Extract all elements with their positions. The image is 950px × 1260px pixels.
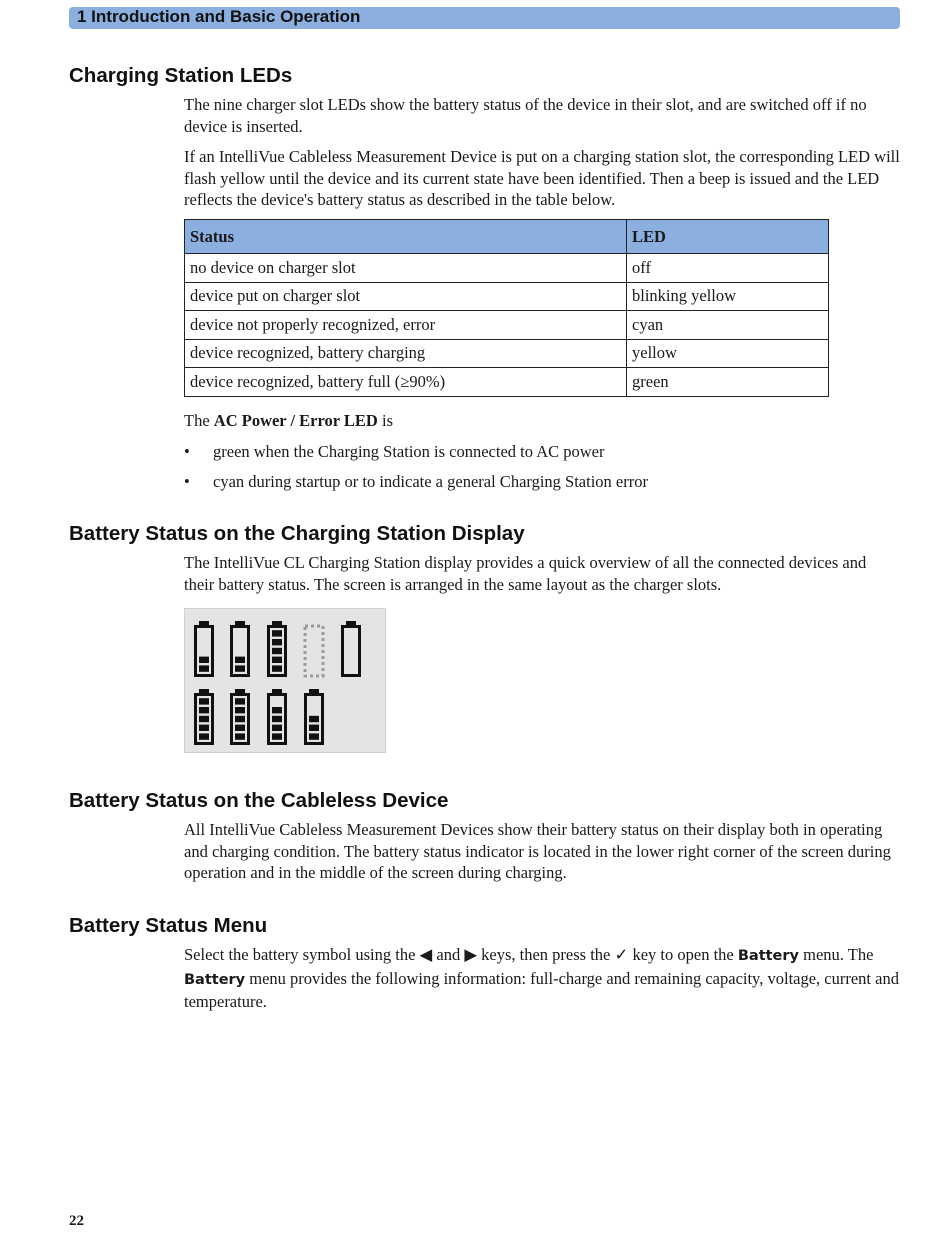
battery-level-segment xyxy=(272,639,282,645)
right-arrow-key-icon: ▶ xyxy=(464,945,478,964)
battery-icon xyxy=(343,621,360,676)
ac-intro-suffix: is xyxy=(377,411,393,430)
heading-battery-status-menu: Battery Status Menu xyxy=(69,914,268,937)
battery-level-segment xyxy=(235,698,245,704)
chapter-header-bar xyxy=(69,7,900,29)
battery-level-segment xyxy=(235,657,245,663)
leds-paragraph-1: The nine charger slot LEDs show the battery status of the device in their slot, and are switched off if no device is inserted. xyxy=(184,95,867,136)
table-cell-status: device put on charger slot xyxy=(185,282,627,311)
bullet-text: cyan during startup or to indicate a general Charging Station error xyxy=(213,472,648,491)
battery-level-segment xyxy=(272,630,282,636)
ac-power-led-term: AC Power / Error LED xyxy=(213,411,378,430)
left-arrow-key-icon: ◀ xyxy=(419,945,433,964)
ac-intro-prefix: The xyxy=(184,411,214,430)
battery-icon xyxy=(306,689,323,744)
charging-station-display-image xyxy=(184,608,386,753)
battery-level-segment xyxy=(199,733,209,739)
battery-level-segment xyxy=(309,733,319,739)
battery-level-segment xyxy=(199,716,209,722)
battery-level-segment xyxy=(272,648,282,654)
menu-text-3: keys, then press the xyxy=(477,945,615,964)
battery-level-segment xyxy=(235,665,245,671)
menu-paragraph xyxy=(184,944,900,1013)
battery-level-segment xyxy=(199,707,209,713)
battery-level-segment xyxy=(272,657,282,663)
battery-menu-term: Battery xyxy=(737,948,799,964)
battery-icon xyxy=(196,621,213,676)
battery-grid-svg xyxy=(185,609,385,752)
battery-level-segment xyxy=(235,725,245,731)
bullet-icon: • xyxy=(184,472,190,491)
battery-level-segment xyxy=(309,725,319,731)
ac-power-intro xyxy=(184,410,900,432)
table-row xyxy=(185,368,829,397)
leds-paragraph-2: If an IntelliVue Cableless Measurement Device is put on a charging station slot, the corresponding LED will flash yellow until the device and its current state have been identified. Then a beep is issued and the LED reflects the device's battery status as described in the table below. xyxy=(184,147,900,209)
battery-icon xyxy=(269,689,286,744)
menu-text-4: key to open the xyxy=(628,945,738,964)
battery-icon xyxy=(269,621,286,676)
battery-level-segment xyxy=(199,725,209,731)
battery-icon xyxy=(196,689,213,744)
battery-level-segment xyxy=(272,665,282,671)
device-paragraph: All IntelliVue Cableless Measurement Devices show their battery status on their display both in operating and charging condition. The battery status indicator is located in the lower right corner of the screen during operation and in the middle of the screen during charging. xyxy=(184,820,891,882)
battery-menu-term-2: Battery xyxy=(184,971,246,988)
menu-text-2: and xyxy=(432,945,465,964)
battery-level-segment xyxy=(272,716,282,722)
table-cell-status: device recognized, battery full (≥90%) xyxy=(185,368,627,397)
table-header-status: Status xyxy=(185,220,627,254)
heading-charging-station-display: Battery Status on the Charging Station Display xyxy=(69,522,525,545)
table-row xyxy=(185,339,829,368)
battery-icon xyxy=(232,689,249,744)
check-key-icon: ✓ xyxy=(614,945,629,964)
table-row xyxy=(185,254,829,283)
led-status-table xyxy=(184,219,829,397)
chapter-title: 1 Introduction and Basic Operation xyxy=(77,7,361,26)
table-header-led: LED xyxy=(627,220,829,254)
battery-level-segment xyxy=(199,698,209,704)
battery-level-segment xyxy=(272,707,282,713)
table-header-row xyxy=(185,220,829,254)
heading-charging-station-leds: Charging Station LEDs xyxy=(69,64,293,87)
page-number: 22 xyxy=(69,1213,84,1229)
table-cell-led: off xyxy=(627,254,829,283)
heading-cableless-device: Battery Status on the Cableless Device xyxy=(69,789,449,812)
empty-slot-icon xyxy=(305,626,323,676)
table-cell-status: device recognized, battery charging xyxy=(185,339,627,368)
battery-icon xyxy=(232,621,249,676)
table-cell-status: no device on charger slot xyxy=(185,254,627,283)
menu-text-5: menu. The xyxy=(799,945,874,964)
battery-level-segment xyxy=(199,657,209,663)
bullet-text: green when the Charging Station is connected to AC power xyxy=(213,442,605,461)
battery-level-segment xyxy=(272,725,282,731)
display-paragraph: The IntelliVue CL Charging Station display provides a quick overview of all the connected devices and their battery status. The screen is arranged in the same layout as the charger slots. xyxy=(184,553,867,594)
table-cell-led: cyan xyxy=(627,311,829,340)
table-cell-led: yellow xyxy=(627,339,829,368)
menu-text-1: Select the battery symbol using the xyxy=(184,945,420,964)
battery-level-segment xyxy=(272,733,282,739)
table-cell-led: blinking yellow xyxy=(627,282,829,311)
battery-level-segment xyxy=(235,707,245,713)
table-cell-status: device not properly recognized, error xyxy=(185,311,627,340)
table-cell-led: green xyxy=(627,368,829,397)
battery-level-segment xyxy=(309,716,319,722)
table-row xyxy=(185,311,829,340)
battery-level-segment xyxy=(199,665,209,671)
bullet-icon: • xyxy=(184,442,190,461)
table-row xyxy=(185,282,829,311)
menu-text-6: menu provides the following information: full-charge and remaining capacity, voltage, current and temperature. xyxy=(184,968,899,1011)
battery-level-segment xyxy=(235,733,245,739)
battery-level-segment xyxy=(235,716,245,722)
